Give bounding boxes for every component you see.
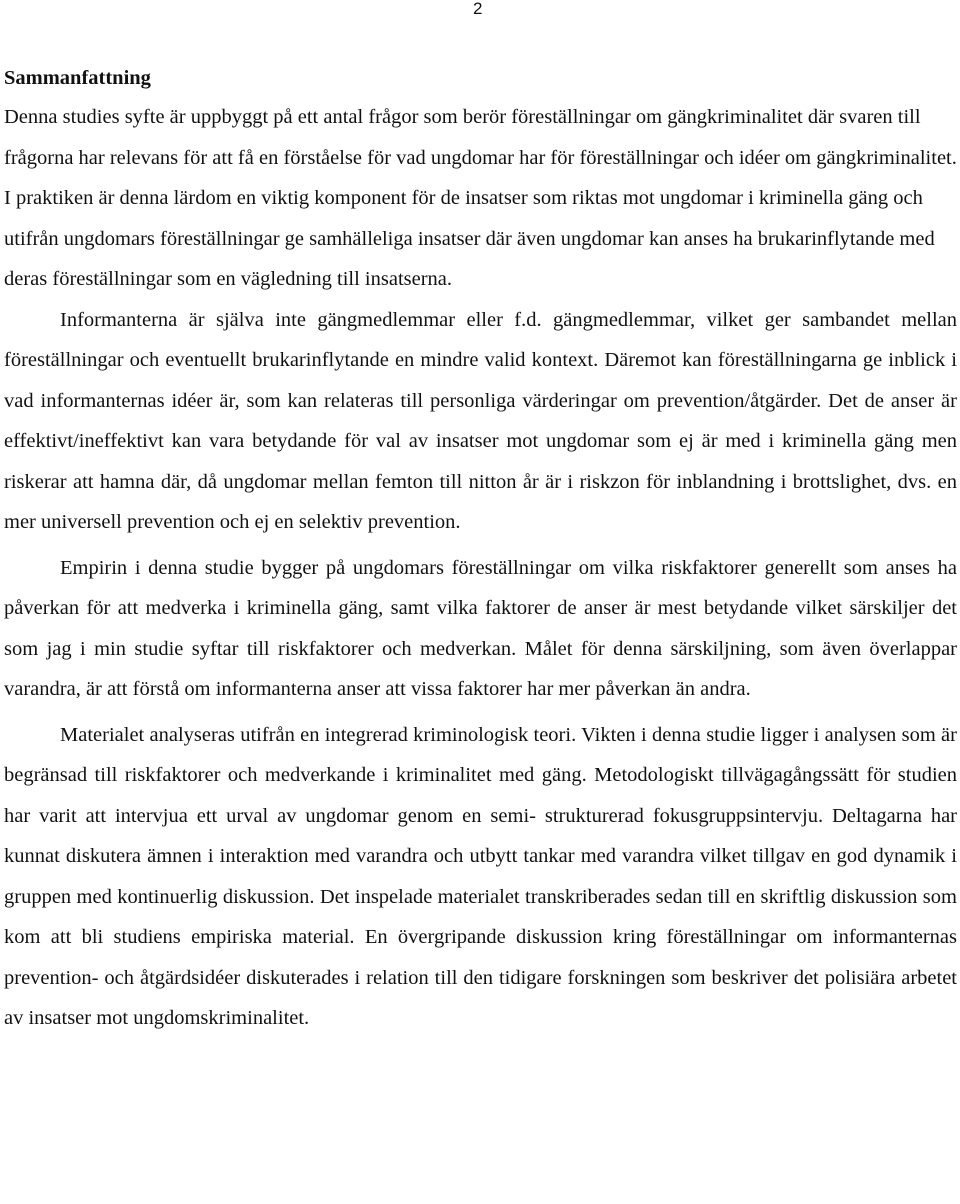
- paragraph-2: Informanterna är själva inte gängmedlemmar eller f.d. gängmedlemmar, vilket ger sambandet mellan föreställningar och eventuellt brukarinflytande en mindre valid kontext. Däremot kan föreställningarna ge inblick i vad informanternas idéer är, som kan relateras till personliga värderingar om prevention/åtgärder. Det de anser är effektivt/ineffektivt kan vara betydande för val av insatser mot ungdomar som ej är med i kriminella gäng men riskerar att hamna där, då ungdomar mellan femton till nitton år är i riskzon för inblandning i brottslighet, dvs. en mer universell prevention och ej en selektiv prevention.: [4, 308, 957, 534]
- document-body: [4, 62, 957, 1039]
- paragraph-3: Empirin i denna studie bygger på ungdomars föreställningar om vilka riskfaktorer generellt som anses ha påverkan för att medverka i kriminella gäng, samt vilka faktorer de anser är mest betydande vilket särskiljer det som jag i min studie syftar till riskfaktorer och medverkan. Målet för denna särskiljning, som även överlappar varandra, är att förstå om informanterna anser att vissa faktorer har mer påverkan än andra.: [4, 556, 957, 701]
- section-heading: Sammanfattning: [4, 67, 151, 89]
- paragraph-1: Denna studies syfte är uppbyggt på ett antal frågor som berör föreställningar om gängkriminalitet där svaren till frågorna har relevans för att få en förståelse för vad ungdomar har för föreställningar och idéer om gängkriminalitet. I praktiken är denna lärdom en viktig komponent för de insatser som riktas mot ungdomar i kriminella gäng och utifrån ungdomars föreställningar ge samhälleliga insatser där även ungdomar kan anses ha brukarinflytande med deras föreställningar som en vägledning till insatserna.: [4, 106, 957, 291]
- page-number: 2: [473, 0, 483, 18]
- paragraph-4: Materialet analyseras utifrån en integrerad kriminologisk teori. Vikten i denna studie ligger i analysen som är begränsad till riskfaktorer och medverkande i kriminalitet med gäng. Metodologiskt tillvägagångssätt för studien har varit att intervjua ett urval av ungdomar genom en semi- strukturerad fokusgruppsintervju. Deltagarna har kunnat diskutera ämnen i interaktion med varandra och utbytt tankar med varandra vilket tillgav en god dynamik i gruppen med kontinuerlig diskussion. Det inspelade materialet transkriberades sedan till en skriftlig diskussion som kom att bli studiens empiriska material. En övergripande diskussion kring föreställningar om informanternas prevention- och åtgärdsidéer diskuterades i relation till den tidigare forskningen som beskriver det polisiära arbetet av insatser mot ungdomskriminalitet.: [4, 723, 957, 1030]
